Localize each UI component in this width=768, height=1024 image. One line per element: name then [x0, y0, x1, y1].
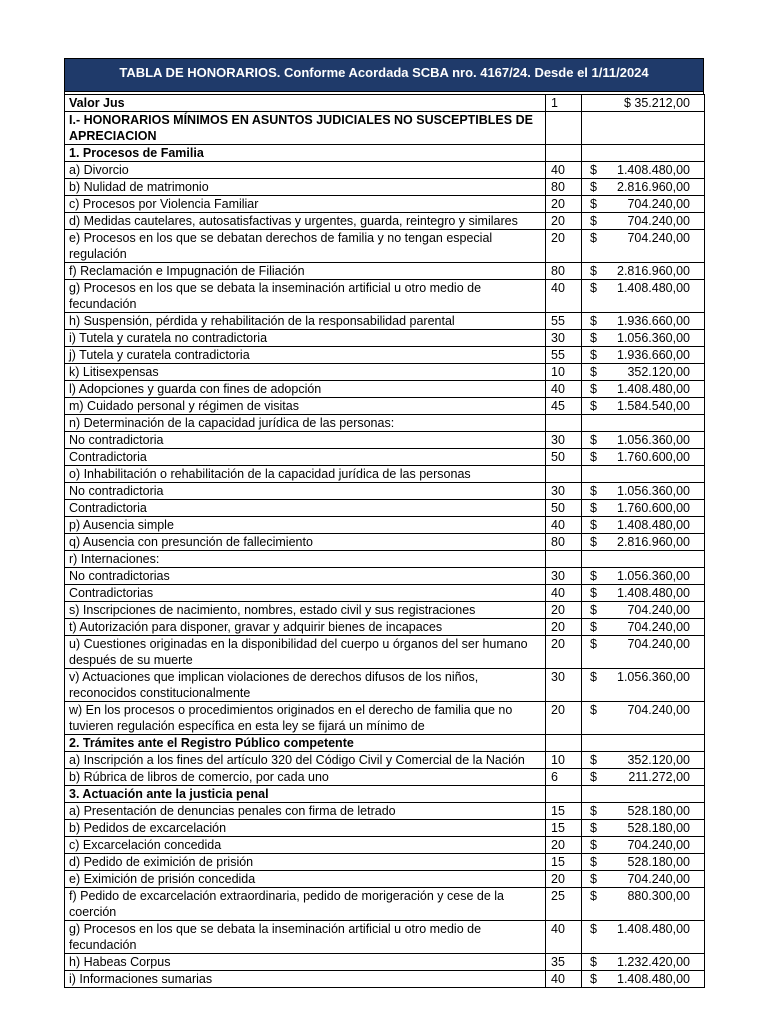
row-label: 2. Trámites ante el Registro Público competente [65, 735, 546, 752]
currency-symbol: $ [590, 703, 597, 717]
row-amount [582, 449, 705, 466]
amount-value: 1.056.360,00 [617, 484, 690, 498]
table-row [65, 145, 705, 162]
table-row [65, 230, 705, 263]
row-label: b) Rúbrica de libros de comercio, por cada uno [65, 769, 546, 786]
currency-symbol: $ [590, 535, 597, 549]
row-jus-count [546, 786, 582, 803]
row-jus-count: 55 [546, 347, 582, 364]
amount-value: 1.760.600,00 [617, 501, 690, 515]
table-row [65, 415, 705, 432]
table-row [65, 330, 705, 347]
table-row [65, 752, 705, 769]
row-amount [582, 364, 705, 381]
table-row [65, 534, 705, 551]
currency-symbol: $ [590, 433, 597, 447]
row-jus-count: 10 [546, 364, 582, 381]
row-label: b) Pedidos de excarcelación [65, 820, 546, 837]
row-label: i) Informaciones sumarias [65, 971, 546, 988]
fee-table-sheet [64, 58, 704, 988]
row-label: n) Determinación de la capacidad jurídica de las personas: [65, 415, 546, 432]
row-amount [582, 483, 705, 500]
amount-value: 528.180,00 [627, 821, 690, 835]
row-label: q) Ausencia con presunción de fallecimiento [65, 534, 546, 551]
row-label: f) Reclamación e Impugnación de Filiación [65, 263, 546, 280]
table-row [65, 162, 705, 179]
row-amount [582, 971, 705, 988]
currency-symbol: $ [590, 180, 597, 194]
row-jus-count: 40 [546, 381, 582, 398]
amount-value: 1.056.360,00 [617, 670, 690, 684]
valor-jus-amount: $ 35.212,00 [582, 95, 705, 112]
amount-value: 2.816.960,00 [617, 535, 690, 549]
table-row [65, 568, 705, 585]
row-label: h) Habeas Corpus [65, 954, 546, 971]
currency-symbol: $ [590, 197, 597, 211]
row-label: v) Actuaciones que implican violaciones de derechos difusos de los niños, reconocidos constitucionalmente [65, 669, 546, 702]
row-jus-count: 40 [546, 517, 582, 534]
row-amount [582, 162, 705, 179]
amount-value: 352.120,00 [627, 365, 690, 379]
amount-value: 880.300,00 [627, 889, 690, 903]
table-row [65, 786, 705, 803]
row-label: w) En los procesos o procedimientos originados en el derecho de familia que no tuvieren regulación específica en esta ley se fijará un mínimo de [65, 702, 546, 735]
row-jus-count: 20 [546, 702, 582, 735]
currency-symbol: $ [590, 501, 597, 515]
row-amount [582, 803, 705, 820]
row-label: f) Pedido de excarcelación extraordinaria, pedido de morigeración y cese de la coerción [65, 888, 546, 921]
currency-symbol: $ [590, 753, 597, 767]
currency-symbol: $ [590, 214, 597, 228]
row-jus-count: 20 [546, 602, 582, 619]
row-jus-count [546, 466, 582, 483]
currency-symbol: $ [590, 365, 597, 379]
amount-value: 1.936.660,00 [617, 314, 690, 328]
row-jus-count: 15 [546, 854, 582, 871]
row-label: Contradictoria [65, 500, 546, 517]
currency-symbol: $ [590, 972, 597, 986]
row-label: i) Tutela y curatela no contradictoria [65, 330, 546, 347]
row-amount [582, 213, 705, 230]
amount-value: 704.240,00 [627, 197, 690, 211]
currency-symbol: $ [590, 770, 597, 784]
currency-symbol: $ [590, 603, 597, 617]
row-amount [582, 786, 705, 803]
row-jus-count: 35 [546, 954, 582, 971]
row-label: k) Litisexpensas [65, 364, 546, 381]
row-jus-count: 15 [546, 820, 582, 837]
table-row [65, 954, 705, 971]
table-row [65, 837, 705, 854]
row-amount [582, 954, 705, 971]
currency-symbol: $ [590, 637, 597, 651]
row-jus-count: 40 [546, 921, 582, 954]
currency-symbol: $ [590, 620, 597, 634]
row-label: b) Nulidad de matrimonio [65, 179, 546, 196]
amount-value: 1.408.480,00 [617, 922, 690, 936]
row-label: No contradictorias [65, 568, 546, 585]
row-amount [582, 669, 705, 702]
table-title: TABLA DE HONORARIOS. Conforme Acordada SCBA nro. 4167/24. Desde el 1/11/2024 [64, 58, 704, 92]
table-row [65, 381, 705, 398]
amount-value: 1.408.480,00 [617, 518, 690, 532]
row-jus-count: 15 [546, 803, 582, 820]
currency-symbol: $ [590, 281, 597, 295]
table-row [65, 619, 705, 636]
row-label: u) Cuestiones originadas en la disponibilidad del cuerpo u órganos del ser humano después de su muerte [65, 636, 546, 669]
row-amount [582, 769, 705, 786]
row-amount [582, 179, 705, 196]
row-amount [582, 735, 705, 752]
amount-value: 1.936.660,00 [617, 348, 690, 362]
row-jus-count: 20 [546, 837, 582, 854]
row-amount [582, 854, 705, 871]
row-amount [582, 551, 705, 568]
amount-value: 1.056.360,00 [617, 433, 690, 447]
table-row [65, 112, 705, 145]
row-amount [582, 820, 705, 837]
table-row [65, 735, 705, 752]
row-label: p) Ausencia simple [65, 517, 546, 534]
row-amount [582, 888, 705, 921]
row-jus-count: 20 [546, 636, 582, 669]
table-row [65, 179, 705, 196]
currency-symbol: $ [590, 872, 597, 886]
row-amount [582, 466, 705, 483]
row-amount [582, 263, 705, 280]
row-amount [582, 145, 705, 162]
row-amount [582, 330, 705, 347]
row-amount [582, 398, 705, 415]
currency-symbol: $ [590, 231, 597, 245]
currency-symbol: $ [590, 331, 597, 345]
row-label: 3. Actuación ante la justicia penal [65, 786, 546, 803]
row-label: s) Inscripciones de nacimiento, nombres, estado civil y sus registraciones [65, 602, 546, 619]
currency-symbol: $ [590, 484, 597, 498]
amount-value: 2.816.960,00 [617, 180, 690, 194]
row-jus-count: 6 [546, 769, 582, 786]
table-row [65, 517, 705, 534]
amount-value: 352.120,00 [627, 753, 690, 767]
table-row [65, 364, 705, 381]
amount-value: 1.584.540,00 [617, 399, 690, 413]
row-label: No contradictoria [65, 432, 546, 449]
table-row [65, 500, 705, 517]
row-label: 1. Procesos de Familia [65, 145, 546, 162]
table-row [65, 602, 705, 619]
row-jus-count: 40 [546, 585, 582, 602]
row-label: j) Tutela y curatela contradictoria [65, 347, 546, 364]
amount-value: 704.240,00 [627, 603, 690, 617]
row-label: o) Inhabilitación o rehabilitación de la capacidad jurídica de las personas [65, 466, 546, 483]
currency-symbol: $ [590, 855, 597, 869]
amount-value: 1.760.600,00 [617, 450, 690, 464]
row-amount [582, 500, 705, 517]
row-amount [582, 534, 705, 551]
row-amount [582, 636, 705, 669]
table-row [65, 921, 705, 954]
currency-symbol: $ [590, 922, 597, 936]
row-label: m) Cuidado personal y régimen de visitas [65, 398, 546, 415]
row-amount [582, 112, 705, 145]
currency-symbol: $ [590, 348, 597, 362]
row-label: c) Procesos por Violencia Familiar [65, 196, 546, 213]
amount-value: 704.240,00 [627, 231, 690, 245]
table-row [65, 483, 705, 500]
row-jus-count: 80 [546, 534, 582, 551]
row-jus-count: 20 [546, 196, 582, 213]
amount-value: 704.240,00 [627, 838, 690, 852]
row-jus-count: 45 [546, 398, 582, 415]
row-label: d) Pedido de eximición de prisión [65, 854, 546, 871]
currency-symbol: $ [590, 518, 597, 532]
table-row [65, 854, 705, 871]
currency-symbol: $ [590, 163, 597, 177]
amount-value: 1.056.360,00 [617, 569, 690, 583]
row-label: a) Inscripción a los fines del artículo 320 del Código Civil y Comercial de la Nación [65, 752, 546, 769]
table-row [65, 888, 705, 921]
currency-symbol: $ [590, 889, 597, 903]
amount-value: 1.408.480,00 [617, 972, 690, 986]
row-amount [582, 517, 705, 534]
row-amount [582, 702, 705, 735]
amount-value: 528.180,00 [627, 855, 690, 869]
row-jus-count: 50 [546, 500, 582, 517]
valor-jus-row [65, 95, 705, 112]
row-jus-count: 80 [546, 263, 582, 280]
row-jus-count: 30 [546, 483, 582, 500]
row-amount [582, 432, 705, 449]
row-jus-count [546, 551, 582, 568]
currency-symbol: $ [590, 450, 597, 464]
row-jus-count: 20 [546, 213, 582, 230]
row-jus-count [546, 112, 582, 145]
currency-symbol: $ [590, 821, 597, 835]
row-label: c) Excarcelación concedida [65, 837, 546, 854]
row-jus-count: 25 [546, 888, 582, 921]
row-label: a) Presentación de denuncias penales con firma de letrado [65, 803, 546, 820]
valor-jus-count: 1 [546, 95, 582, 112]
row-jus-count: 80 [546, 179, 582, 196]
table-row [65, 196, 705, 213]
row-jus-count: 40 [546, 280, 582, 313]
table-row [65, 347, 705, 364]
row-label: Contradictorias [65, 585, 546, 602]
row-amount [582, 871, 705, 888]
amount-value: 1.056.360,00 [617, 331, 690, 345]
currency-symbol: $ [590, 670, 597, 684]
table-row [65, 213, 705, 230]
table-row [65, 769, 705, 786]
row-amount [582, 347, 705, 364]
row-jus-count: 55 [546, 313, 582, 330]
amount-value: 1.408.480,00 [617, 281, 690, 295]
row-jus-count: 20 [546, 871, 582, 888]
table-row [65, 702, 705, 735]
amount-value: 704.240,00 [627, 620, 690, 634]
row-label: h) Suspensión, pérdida y rehabilitación de la responsabilidad parental [65, 313, 546, 330]
row-label: I.- HONORARIOS MÍNIMOS EN ASUNTOS JUDICIALES NO SUSCEPTIBLES DE APRECIACION [65, 112, 546, 145]
row-jus-count: 30 [546, 669, 582, 702]
row-jus-count: 50 [546, 449, 582, 466]
currency-symbol: $ [590, 569, 597, 583]
amount-value: 704.240,00 [627, 703, 690, 717]
amount-value: 211.272,00 [628, 770, 690, 784]
row-amount [582, 381, 705, 398]
row-amount [582, 619, 705, 636]
row-jus-count: 40 [546, 971, 582, 988]
row-label: d) Medidas cautelares, autosatisfactivas y urgentes, guarda, reintegro y similares [65, 213, 546, 230]
currency-symbol: $ [590, 955, 597, 969]
table-row [65, 280, 705, 313]
row-label: e) Eximición de prisión concedida [65, 871, 546, 888]
row-amount [582, 752, 705, 769]
table-row [65, 449, 705, 466]
currency-symbol: $ [590, 399, 597, 413]
row-jus-count: 30 [546, 568, 582, 585]
row-jus-count: 40 [546, 162, 582, 179]
row-label: l) Adopciones y guarda con fines de adopción [65, 381, 546, 398]
row-jus-count: 20 [546, 619, 582, 636]
row-amount [582, 313, 705, 330]
amount-value: 528.180,00 [627, 804, 690, 818]
row-label: g) Procesos en los que se debata la inseminación artificial u otro medio de fecundación [65, 921, 546, 954]
table-row [65, 263, 705, 280]
row-label: t) Autorización para disponer, gravar y adquirir bienes de incapaces [65, 619, 546, 636]
fee-table [64, 94, 705, 988]
row-amount [582, 230, 705, 263]
row-label: g) Procesos en los que se debata la inseminación artificial u otro medio de fecundación [65, 280, 546, 313]
table-row [65, 803, 705, 820]
row-jus-count: 30 [546, 330, 582, 347]
table-row [65, 669, 705, 702]
row-label: e) Procesos en los que se debatan derechos de familia y no tengan especial regulación [65, 230, 546, 263]
row-amount [582, 415, 705, 432]
row-amount [582, 568, 705, 585]
currency-symbol: $ [590, 586, 597, 600]
row-label: Contradictoria [65, 449, 546, 466]
amount-value: 1.408.480,00 [617, 382, 690, 396]
row-amount [582, 585, 705, 602]
table-row [65, 551, 705, 568]
row-amount [582, 602, 705, 619]
amount-value: 1.408.480,00 [617, 586, 690, 600]
table-row [65, 313, 705, 330]
row-jus-count: 10 [546, 752, 582, 769]
table-row [65, 432, 705, 449]
currency-symbol: $ [590, 804, 597, 818]
table-row [65, 820, 705, 837]
row-amount [582, 921, 705, 954]
amount-value: 704.240,00 [627, 637, 690, 651]
row-jus-count [546, 735, 582, 752]
table-row [65, 871, 705, 888]
row-label: a) Divorcio [65, 162, 546, 179]
row-jus-count [546, 415, 582, 432]
amount-value: 1.408.480,00 [617, 163, 690, 177]
row-amount [582, 196, 705, 213]
row-amount [582, 837, 705, 854]
row-amount [582, 280, 705, 313]
row-jus-count: 30 [546, 432, 582, 449]
amount-value: 704.240,00 [627, 214, 690, 228]
row-jus-count [546, 145, 582, 162]
table-row [65, 466, 705, 483]
table-row [65, 971, 705, 988]
currency-symbol: $ [590, 838, 597, 852]
currency-symbol: $ [590, 264, 597, 278]
table-row [65, 585, 705, 602]
amount-value: 1.232.420,00 [617, 955, 690, 969]
amount-value: 2.816.960,00 [617, 264, 690, 278]
amount-value: 704.240,00 [627, 872, 690, 886]
row-jus-count: 20 [546, 230, 582, 263]
row-label: r) Internaciones: [65, 551, 546, 568]
fee-table-body [65, 95, 705, 988]
currency-symbol: $ [590, 382, 597, 396]
valor-jus-label: Valor Jus [65, 95, 546, 112]
row-label: No contradictoria [65, 483, 546, 500]
table-row [65, 398, 705, 415]
currency-symbol: $ [590, 314, 597, 328]
table-row [65, 636, 705, 669]
